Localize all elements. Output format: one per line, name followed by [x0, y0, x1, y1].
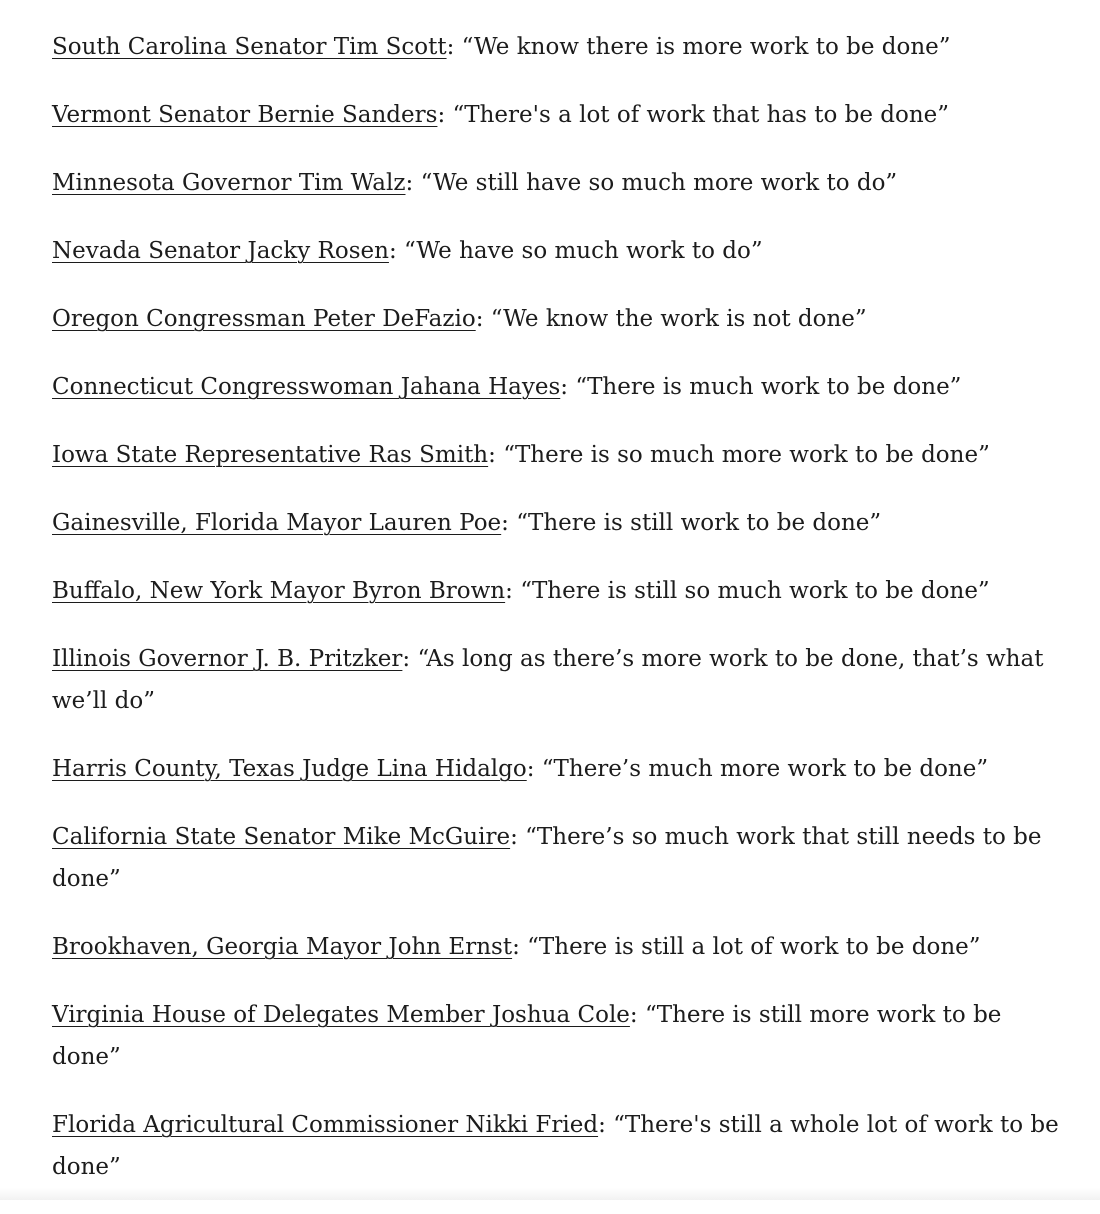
quote-item: Minnesota Governor Tim Walz: “We still have so much more work to do” — [52, 170, 898, 196]
quote-item: Vermont Senator Bernie Sanders: “There's a lot of work that has to be done” — [52, 102, 950, 128]
quote-item: South Carolina Senator Tim Scott: “We know there is more work to be done” — [52, 34, 951, 60]
quote-text: “There is still work to be done” — [516, 510, 882, 536]
speaker-link[interactable]: Gainesville, Florida Mayor Lauren Poe — [52, 510, 502, 536]
quote-item: Harris County, Texas Judge Lina Hidalgo: “There’s much more work to be done” — [52, 756, 989, 782]
quote-item: Illinois Governor J. B. Pritzker: “As long as there’s more work to be done, that’s what we’ll do” — [52, 646, 1044, 714]
speaker-link[interactable]: Nevada Senator Jacky Rosen — [52, 238, 389, 264]
quote-item: Nevada Senator Jacky Rosen: “We have so much work to do” — [52, 238, 763, 264]
quote-text: “There's still a whole lot of work to be done” — [52, 1112, 1059, 1180]
quote-text: “There is still a lot of work to be done” — [527, 934, 981, 960]
speaker-link[interactable]: Brookhaven, Georgia Mayor John Ernst — [52, 934, 513, 960]
quote-text: “There’s much more work to be done” — [541, 756, 989, 782]
quote-item: Iowa State Representative Ras Smith: “There is so much more work to be done” — [52, 442, 990, 468]
speaker-link[interactable]: Virginia House of Delegates Member Joshua Cole — [52, 1002, 630, 1028]
quote-text: “We know the work is not done” — [490, 306, 867, 332]
speaker-link[interactable]: South Carolina Senator Tim Scott — [52, 34, 447, 60]
speaker-link[interactable]: Florida Agricultural Commissioner Nikki Fried — [52, 1112, 599, 1138]
quote-text: “As long as there’s more work to be done, that’s what we’ll do” — [52, 646, 1044, 714]
quote-text: “We still have so much more work to do” — [420, 170, 898, 196]
speaker-link[interactable]: Connecticut Congresswoman Jahana Hayes — [52, 374, 561, 400]
bottom-edge-shadow — [0, 1188, 1100, 1200]
quote-text: “There’s so much work that still needs to be done” — [52, 824, 1042, 892]
quote-list — [52, 26, 1072, 1214]
quote-text: “There is much work to be done” — [575, 374, 962, 400]
quote-text: “There is so much more work to be done” — [503, 442, 990, 468]
quote-item: Gainesville, Florida Mayor Lauren Poe: “There is still work to be done” — [52, 510, 882, 536]
quote-text: “We know there is more work to be done” — [461, 34, 951, 60]
speaker-link[interactable]: Iowa State Representative Ras Smith — [52, 442, 489, 468]
speaker-link[interactable]: Vermont Senator Bernie Sanders — [52, 102, 438, 128]
quote-text: “There is still more work to be done” — [52, 1002, 1002, 1070]
quote-item: Florida Agricultural Commissioner Nikki Fried: “There's still a whole lot of work to be done” — [52, 1112, 1059, 1180]
speaker-link[interactable]: Oregon Congressman Peter DeFazio — [52, 306, 476, 332]
speaker-link[interactable]: California State Senator Mike McGuire — [52, 824, 511, 850]
speaker-link[interactable]: Illinois Governor J. B. Pritzker — [52, 646, 403, 672]
quote-item: Connecticut Congresswoman Jahana Hayes: “There is much work to be done” — [52, 374, 962, 400]
speaker-link[interactable]: Minnesota Governor Tim Walz — [52, 170, 406, 196]
speaker-link[interactable]: Harris County, Texas Judge Lina Hidalgo — [52, 756, 527, 782]
quote-text: “There's a lot of work that has to be done” — [452, 102, 950, 128]
speaker-link[interactable]: Buffalo, New York Mayor Byron Brown — [52, 578, 506, 604]
quote-item: California State Senator Mike McGuire: “There’s so much work that still needs to be done” — [52, 824, 1042, 892]
quote-text: “There is still so much work to be done” — [520, 578, 990, 604]
quote-item: Buffalo, New York Mayor Byron Brown: “There is still so much work to be done” — [52, 578, 990, 604]
quote-item: Oregon Congressman Peter DeFazio: “We know the work is not done” — [52, 306, 867, 332]
quote-text: “We have so much work to do” — [404, 238, 763, 264]
quote-item: Brookhaven, Georgia Mayor John Ernst: “There is still a lot of work to be done” — [52, 934, 981, 960]
quote-item: Virginia House of Delegates Member Joshua Cole: “There is still more work to be done” — [52, 1002, 1002, 1070]
